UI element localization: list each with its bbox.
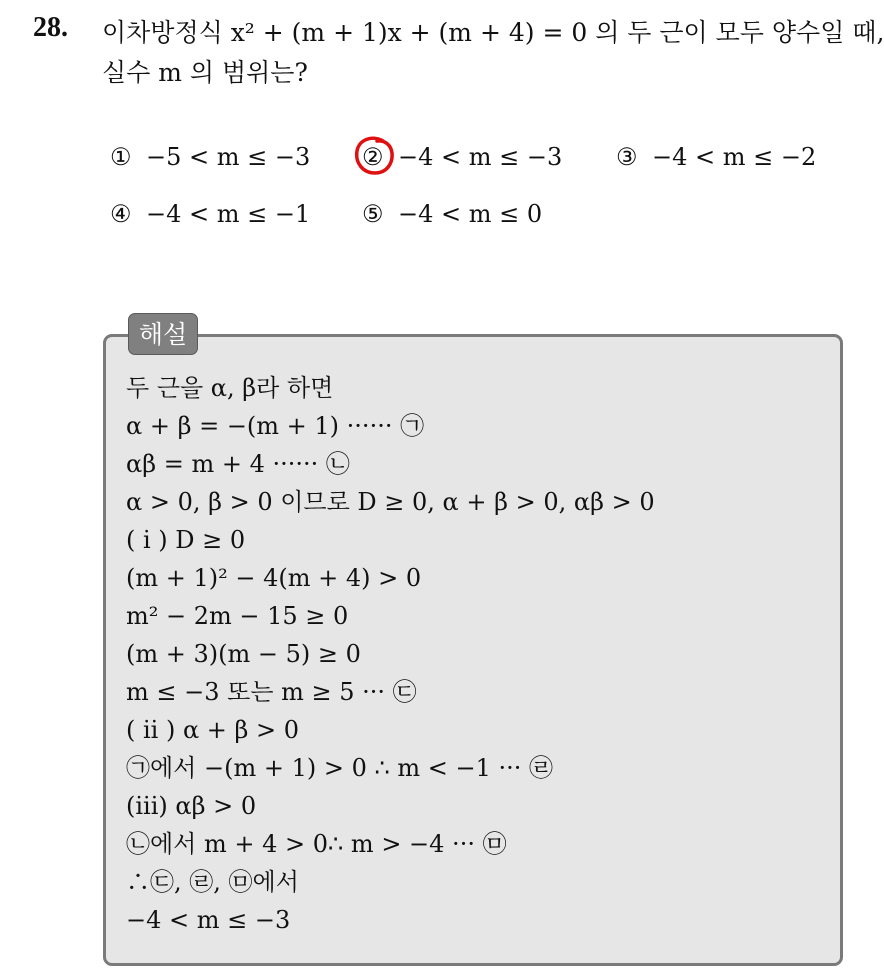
choice-marker: ③ [616, 143, 638, 171]
solution-line: ∴㉢, ㉣, ㉤에서 [126, 868, 299, 896]
solution-line: ( i ) D ≥ 0 [126, 526, 246, 554]
question-text-line-2: 실수 m 의 범위는? [102, 58, 308, 87]
solution-line: (iii) αβ > 0 [126, 792, 257, 820]
choice-marker: ② [362, 143, 384, 171]
solution-line: 두 근을 α, β라 하면 [126, 374, 334, 402]
solution-tab-label: 해설 [128, 313, 198, 355]
solution-line: m² − 2m − 15 ≥ 0 [126, 602, 349, 630]
choice-text: −5 < m ≤ −3 [146, 143, 311, 171]
choice-text: −4 < m ≤ 0 [398, 200, 543, 228]
choice-text: −4 < m ≤ −3 [398, 143, 563, 171]
solution-line: αβ = m + 4 ······ ㉡ [126, 450, 350, 478]
choice-4[interactable] [110, 200, 310, 228]
choice-marker: ⑤ [362, 200, 384, 228]
solution-line: (m + 1)² − 4(m + 4) > 0 [126, 564, 422, 592]
solution-line: ㉡에서 m + 4 > 0∴ m > −4 ··· ㉤ [126, 830, 507, 858]
solution-line: ( ii ) α + β > 0 [126, 716, 300, 744]
choice-text: −4 < m ≤ −1 [146, 200, 311, 228]
choice-marker: ④ [110, 200, 132, 228]
choice-2[interactable] [362, 143, 562, 171]
choice-1[interactable] [110, 143, 310, 171]
question-text-line-1: 이차방정식 x² + (m + 1)x + (m + 4) = 0 의 두 근이 모두 양수일 때, [102, 18, 884, 47]
solution-line: m ≤ −3 또는 m ≥ 5 ··· ㉢ [126, 678, 417, 706]
choice-3[interactable] [616, 143, 816, 171]
choice-5[interactable] [362, 200, 542, 228]
solution-line: (m + 3)(m − 5) ≥ 0 [126, 640, 361, 668]
question-number: 28. [33, 12, 68, 43]
solution-line: α > 0, β > 0 이므로 D ≥ 0, α + β > 0, αβ > 0 [126, 488, 655, 516]
choice-text: −4 < m ≤ −2 [652, 143, 817, 171]
solution-line: −4 < m ≤ −3 [126, 906, 291, 934]
solution-line: ㉠에서 −(m + 1) > 0 ∴ m < −1 ··· ㉣ [126, 754, 554, 782]
choice-marker: ① [110, 143, 132, 171]
solution-line: α + β = −(m + 1) ······ ㉠ [126, 412, 425, 440]
